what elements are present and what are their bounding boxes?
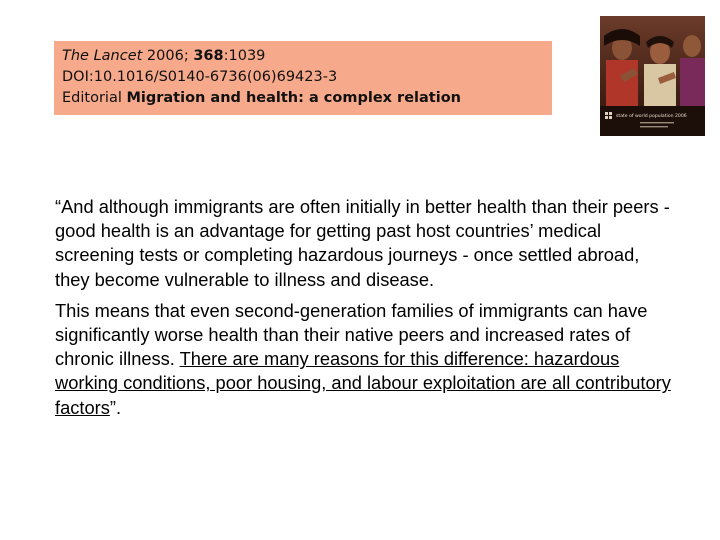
quote-paragraph-2: [55, 299, 675, 420]
quote-block: [55, 195, 675, 427]
citation-year: 2006;: [142, 48, 194, 64]
quote-underlined-text: There are many reasons for this difference: hazardous working conditions, poor housing, and labour exploitation are all contributory factors: [55, 348, 671, 418]
citation-doi: DOI:10.1016/S0140-6736(06)69423-3: [62, 69, 338, 85]
article-type: Editorial: [62, 90, 122, 106]
citation-box: [54, 41, 552, 115]
cover-illustration: [600, 16, 705, 136]
quote-paragraph-2-text: This means that even second-generation families of immigrants can have significantly worse health than their native peers and increased rates of chronic illness.: [55, 299, 648, 370]
report-cover-image: [600, 16, 705, 136]
quote-closing: ”.: [109, 396, 122, 418]
citation-line-1: [62, 46, 552, 67]
citation-line-3: [62, 88, 552, 109]
cover-caption: state of world population 2006: [616, 114, 687, 119]
quote-paragraph-1: “And although immigrants are often initially in better health than their peers - good health is an advantage for getting past host countries’ medical screening tests or completing hazardous journeys - once settled abroad, they become vulnerable to illness and disease.: [55, 196, 670, 290]
journal-name: The Lancet: [62, 48, 143, 64]
citation-volume: 368: [193, 48, 224, 64]
article-title: Migration and health: a complex relation: [126, 90, 461, 106]
citation-page: :1039: [223, 48, 266, 64]
